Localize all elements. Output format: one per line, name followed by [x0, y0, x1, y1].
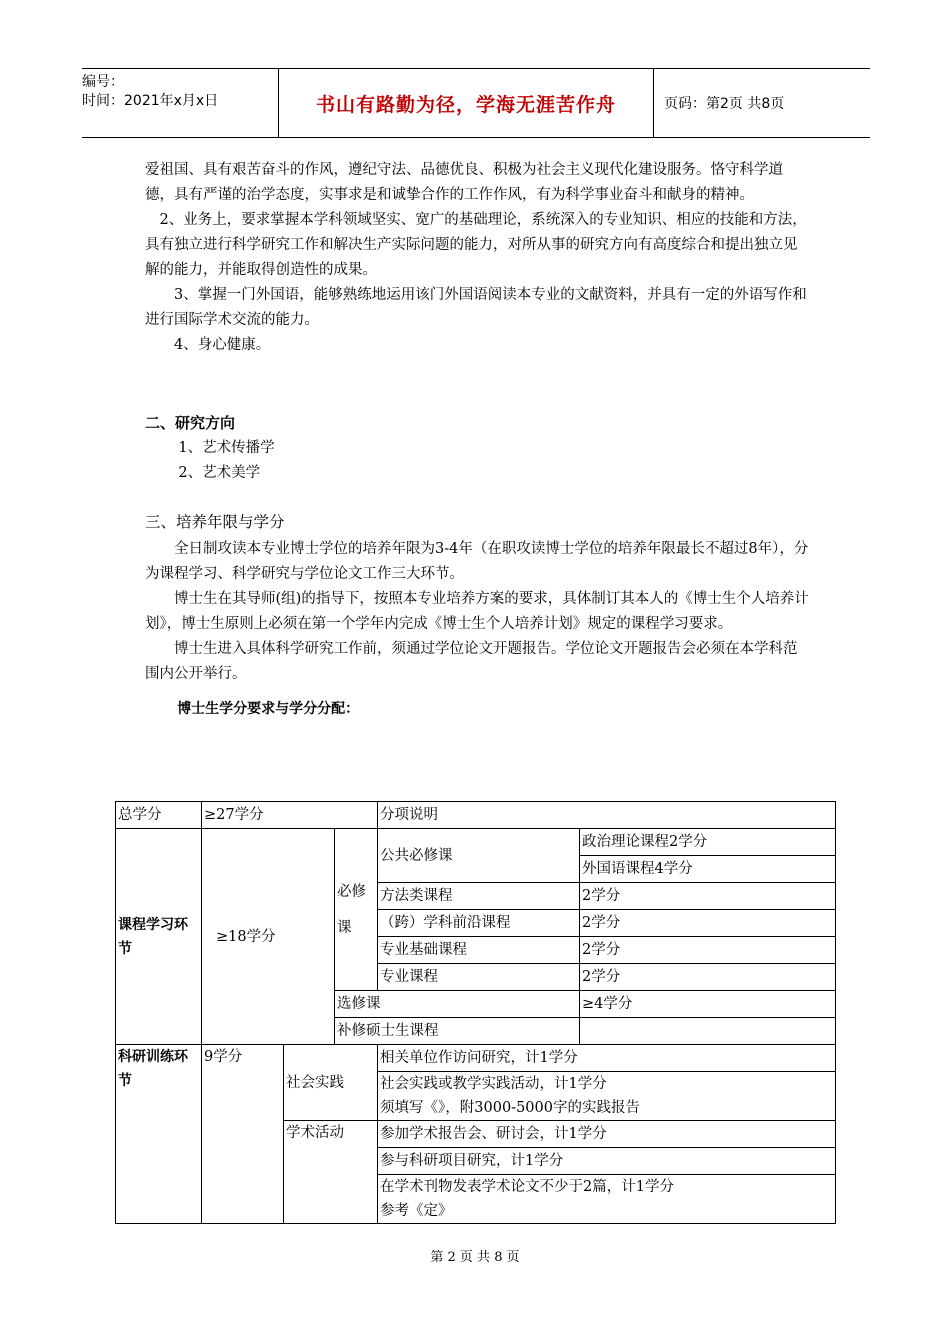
- table-row: [116, 1045, 836, 1072]
- doc-number-label: 编号：: [82, 74, 124, 90]
- header-page-info: 页码：第2页 共8页: [664, 96, 785, 112]
- course-credit: 2学分: [580, 883, 836, 910]
- proposal-paragraph: 博士生进入具体科学研究工作前，须通过学位论文开题报告。学位论文开题报告会必须在本学科范围内公开举行。: [145, 641, 798, 682]
- makeup-label: 补修硕士生课程: [335, 1018, 580, 1045]
- section-duration-credits: [145, 510, 810, 722]
- plan-paragraph: 博士生在其导师(组)的指导下，按照本专业培养方案的要求，具体制订其本人的《博士生个人培养计划》，博士生原则上必须在第一个学年内完成《博士生个人培养计划》规定的课程学习要求。: [145, 591, 809, 632]
- course-name: 方法类课程: [378, 883, 580, 910]
- explain-label: 分项说明: [378, 802, 836, 829]
- requirement-2: 2、业务上，要求掌握本学科领域坚实、宽广的基础理论，系统深入的专业知识、相应的技能和方法，具有独立进行科学研究工作和解决生产实际问题的能力，对所从事的研究方向有高度综合和提出独立见解的能力，并能取得创造性的成果。: [145, 212, 807, 278]
- public-required: 公共必修课: [378, 829, 580, 883]
- doc-date: 时间：2021年x月x日: [82, 93, 219, 109]
- credits-table: [115, 801, 836, 1224]
- table-row: [116, 829, 836, 856]
- table-row: [116, 802, 836, 829]
- social-practice-item: 相关单位作访问研究，计1学分: [378, 1045, 836, 1072]
- credits-title: 博士生学分要求与学分分配：: [177, 701, 360, 717]
- elective-credit: ≥4学分: [580, 991, 836, 1018]
- course-name: 专业基础课程: [378, 937, 580, 964]
- social-practice-item: [378, 1072, 836, 1121]
- academic-item: [378, 1175, 836, 1224]
- social-practice-note: 须填写《》，附3000-5000字的实践报告: [380, 1100, 640, 1116]
- academic-label: 学术活动: [284, 1121, 378, 1224]
- academic-note: 参考《定》: [380, 1203, 453, 1219]
- makeup-credit: [580, 1018, 836, 1045]
- academic-line: 在学术刊物发表学术论文不少于2篇，计1学分: [380, 1179, 674, 1195]
- course-label: 课程学习环节: [116, 829, 202, 1045]
- direction-item: 2、艺术美学: [178, 465, 261, 481]
- research-value: 9学分: [202, 1045, 284, 1224]
- section-research-direction: [145, 411, 810, 486]
- intro-paragraph: 爱祖国、具有艰苦奋斗的作风，遵纪守法、品德优良、积极为社会主义现代化建设服务。恪守科学道德，具有严谨的治学态度，实事求是和诚挚合作的工作作风，有为科学事业奋斗和献身的精神。: [145, 162, 783, 203]
- header-motto: 书山有路勤为径，学海无涯苦作舟: [278, 69, 654, 137]
- duration-paragraph: 全日制攻读本专业博士学位的培养年限为3-4年（在职攻读博士学位的培养年限最长不超过8年），分为课程学习、科学研究与学位论文工作三大环节。: [145, 541, 809, 582]
- academic-item: 参与科研项目研究，计1学分: [378, 1148, 836, 1175]
- academic-item: 参加学术报告会、研讨会，计1学分: [378, 1121, 836, 1148]
- requirement-3: 3、掌握一门外国语，能够熟练地运用该门外国语阅读本专业的文献资料，并具有一定的外语写作和进行国际学术交流的能力。: [145, 287, 807, 328]
- course-name: 专业课程: [378, 964, 580, 991]
- total-label: 总学分: [116, 802, 202, 829]
- research-label: 科研训练环节: [116, 1045, 202, 1224]
- page-footer: 第 2 页 共 8 页: [430, 1250, 520, 1265]
- course-value: ≥18学分: [202, 829, 335, 1045]
- course-credit: 2学分: [580, 964, 836, 991]
- intro-block: [145, 158, 810, 358]
- politics-credit: 政治理论课程2学分: [580, 829, 836, 856]
- direction-item: 1、艺术传播学: [178, 440, 275, 456]
- course-credit: 2学分: [580, 910, 836, 937]
- page-header: [82, 68, 870, 138]
- required-label: 必修课: [335, 829, 378, 991]
- foreign-language-credit: 外国语课程4学分: [580, 856, 836, 883]
- course-credit: 2学分: [580, 937, 836, 964]
- elective-label: 选修课: [335, 991, 580, 1018]
- social-practice-label: 社会实践: [284, 1045, 378, 1121]
- social-practice-line: 社会实践或教学实践活动，计1学分: [380, 1076, 607, 1092]
- course-name: （跨）学科前沿课程: [378, 910, 580, 937]
- header-left: [82, 69, 278, 137]
- total-value: ≥27学分: [202, 802, 378, 829]
- requirement-4: 4、身心健康。: [174, 337, 271, 353]
- section-2-title: 二、研究方向: [145, 414, 236, 432]
- section-3-title: 三、培养年限与学分: [145, 513, 285, 531]
